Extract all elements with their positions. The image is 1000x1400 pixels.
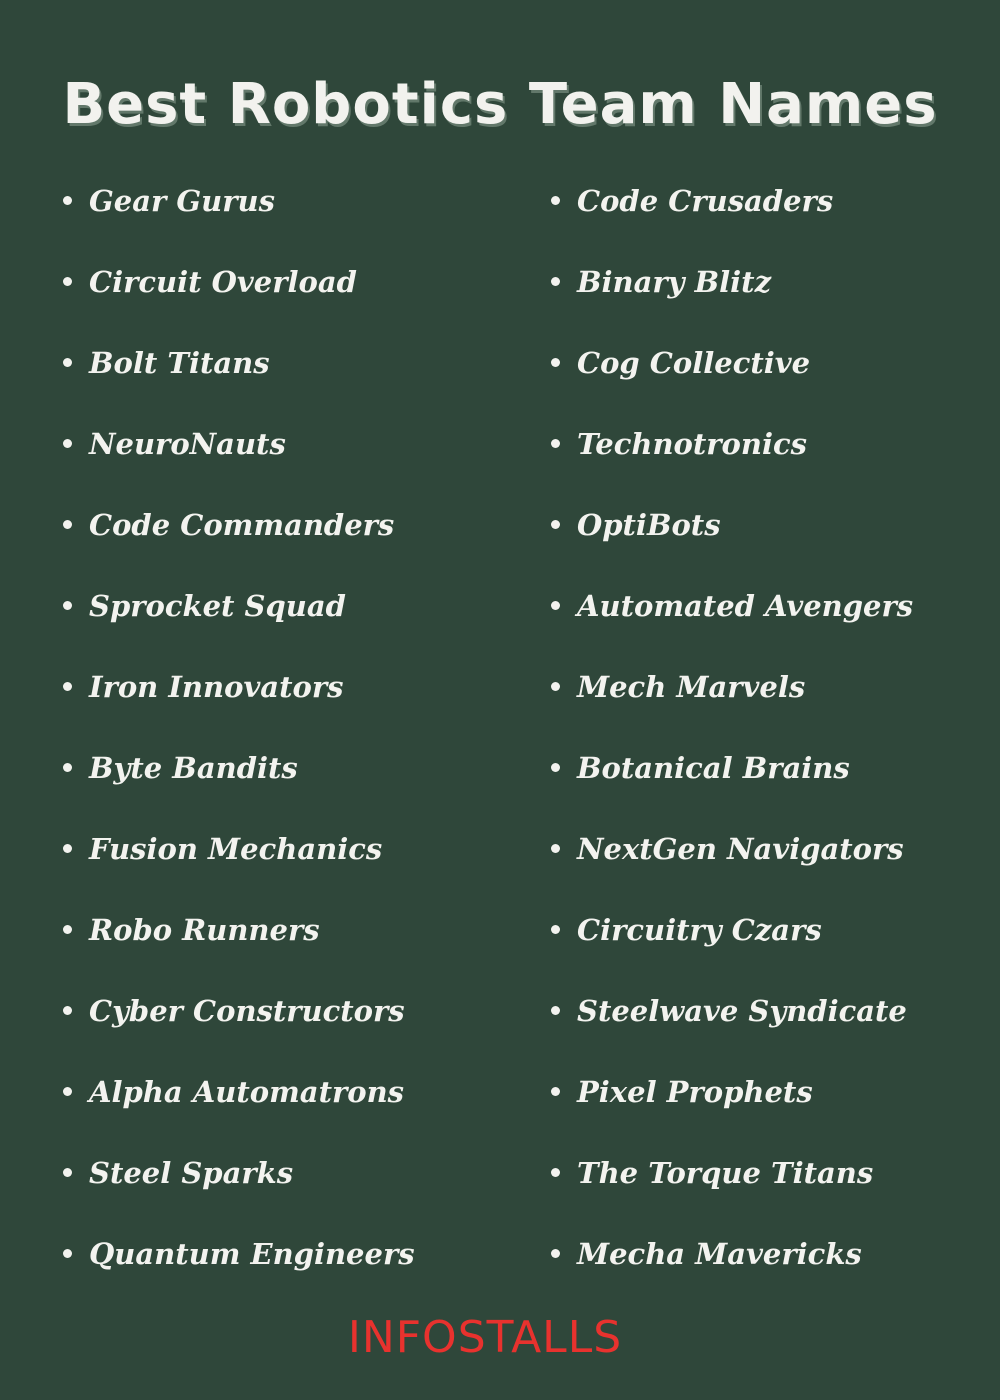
list-item [60, 403, 500, 484]
list-item [60, 808, 500, 889]
team-name: OptiBots [577, 507, 721, 542]
bullet-icon [551, 1249, 560, 1258]
team-name: Binary Blitz [577, 264, 772, 299]
bullet-icon [63, 1168, 72, 1177]
list-item [60, 1051, 500, 1132]
bullet-icon [63, 277, 72, 286]
bullet-icon [63, 1087, 72, 1096]
list-item [548, 565, 988, 646]
team-name: The Torque Titans [577, 1155, 874, 1190]
bullet-icon [551, 1087, 560, 1096]
team-name: Cyber Constructors [89, 993, 405, 1028]
brand-watermark: INFOSTALLS [347, 1312, 623, 1363]
bullet-icon [551, 196, 560, 205]
list-item [548, 970, 988, 1051]
team-name: NextGen Navigators [577, 831, 904, 866]
team-name: Circuit Overload [89, 264, 357, 299]
team-name: Steelwave Syndicate [577, 993, 907, 1028]
list-item [548, 322, 988, 403]
list-item [60, 322, 500, 403]
team-name: Pixel Prophets [577, 1074, 813, 1109]
bullet-icon [63, 196, 72, 205]
bullet-icon [63, 1249, 72, 1258]
team-name: Mech Marvels [577, 669, 806, 704]
bullet-icon [551, 1006, 560, 1015]
list-item [60, 484, 500, 565]
list-item [60, 646, 500, 727]
team-name: Automated Avengers [577, 588, 914, 623]
team-name: Code Crusaders [577, 183, 834, 218]
list-item [548, 808, 988, 889]
bullet-icon [63, 682, 72, 691]
team-name: Iron Innovators [89, 669, 344, 704]
poster-title: Best Robotics Team Names [62, 71, 938, 137]
team-names-list-left [60, 160, 500, 1294]
bullet-icon [551, 763, 560, 772]
team-name: Cog Collective [577, 345, 811, 380]
bullet-icon [63, 844, 72, 853]
bullet-icon [63, 601, 72, 610]
bullet-icon [63, 358, 72, 367]
list-item [548, 241, 988, 322]
bullet-icon [63, 1006, 72, 1015]
bullet-icon [551, 925, 560, 934]
team-name: Alpha Automatrons [89, 1074, 404, 1109]
team-name: Botanical Brains [577, 750, 850, 785]
team-name: Mecha Mavericks [577, 1236, 862, 1271]
bullet-icon [551, 520, 560, 529]
team-name: Gear Gurus [89, 183, 275, 218]
bullet-icon [63, 439, 72, 448]
team-names-list-right [548, 160, 988, 1294]
team-name: Technotronics [577, 426, 807, 461]
team-name: Code Commanders [89, 507, 395, 542]
list-item [548, 484, 988, 565]
bullet-icon [551, 844, 560, 853]
bullet-icon [551, 358, 560, 367]
list-item [548, 1213, 988, 1294]
list-item [548, 1051, 988, 1132]
bullet-icon [551, 682, 560, 691]
bullet-icon [551, 439, 560, 448]
bullet-icon [63, 925, 72, 934]
team-name: Robo Runners [89, 912, 320, 947]
list-item [60, 241, 500, 322]
team-name: Circuitry Czars [577, 912, 822, 947]
bullet-icon [551, 601, 560, 610]
bullet-icon [63, 520, 72, 529]
list-item [60, 1213, 500, 1294]
team-name: Quantum Engineers [89, 1236, 415, 1271]
team-name: NeuroNauts [89, 426, 286, 461]
team-name: Bolt Titans [89, 345, 270, 380]
list-item [60, 970, 500, 1051]
list-item [548, 646, 988, 727]
bullet-icon [551, 277, 560, 286]
bullet-icon [63, 763, 72, 772]
list-item [60, 565, 500, 646]
list-item [60, 160, 500, 241]
team-name: Fusion Mechanics [89, 831, 383, 866]
list-item [60, 1132, 500, 1213]
bullet-icon [551, 1168, 560, 1177]
team-name: Sprocket Squad [89, 588, 346, 623]
list-item [548, 160, 988, 241]
list-item [548, 403, 988, 484]
list-item [60, 889, 500, 970]
list-item [548, 727, 988, 808]
team-name: Steel Sparks [89, 1155, 294, 1190]
list-item [548, 1132, 988, 1213]
team-name: Byte Bandits [89, 750, 298, 785]
list-item [548, 889, 988, 970]
list-item [60, 727, 500, 808]
